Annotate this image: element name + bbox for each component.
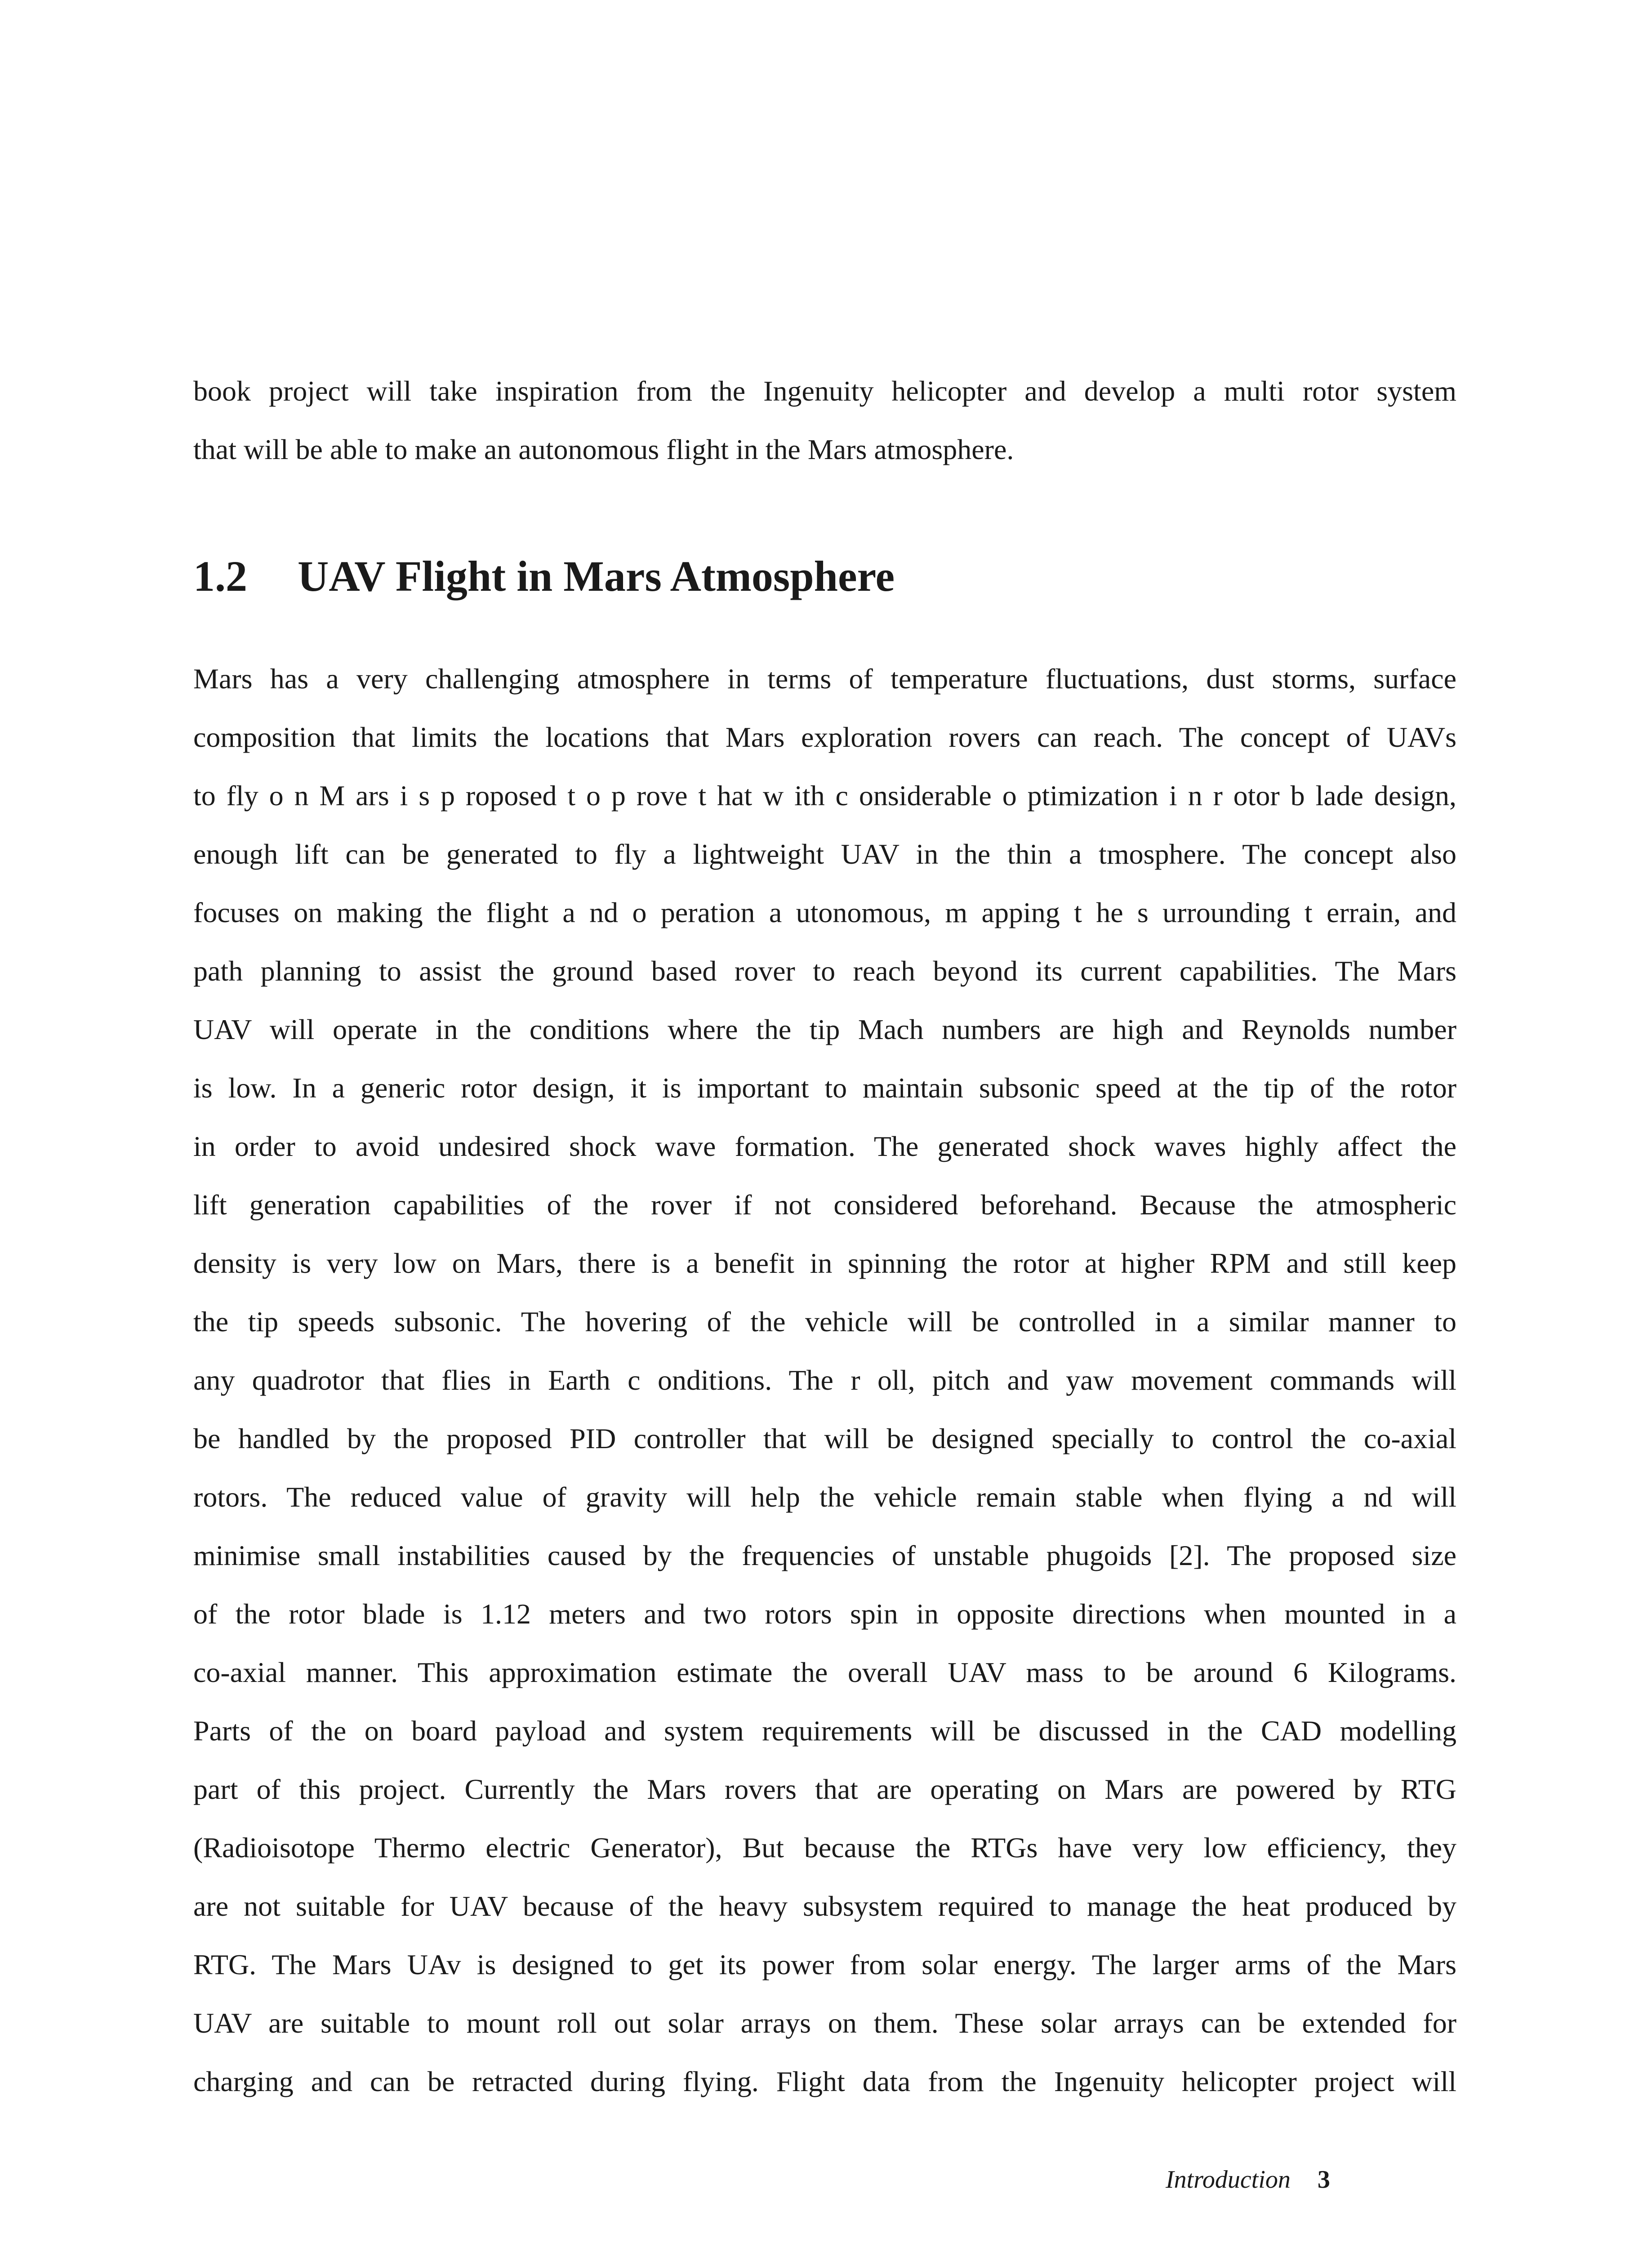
paragraph-line: UAV will operate in the conditions where the tip Mach numbers are high and Reynolds number bbox=[193, 1013, 1456, 1045]
paragraph-line: composition that limits the locations that Mars exploration rovers can reach. The concept of UAVs bbox=[193, 721, 1456, 753]
paragraph-line: that will be able to make an autonomous flight in the Mars atmosphere. bbox=[193, 433, 1014, 465]
paragraph-line: lift generation capabilities of the rover if not considered beforehand. Because the atmospheric bbox=[193, 1189, 1456, 1221]
body-paragraph bbox=[193, 650, 1456, 2111]
paragraph-line: is low. In a generic rotor design, it is important to maintain subsonic speed at the tip of the rotor bbox=[193, 1072, 1456, 1104]
section-title: UAV Flight in Mars Atmosphere bbox=[298, 552, 895, 600]
section-heading bbox=[193, 549, 895, 603]
paragraph-line: book project will take inspiration from the Ingenuity helicopter and develop a multi rotor system bbox=[193, 375, 1456, 407]
paragraph-line: focuses on making the flight a nd o peration a utonomous, m apping t he s urrounding t errain, and bbox=[193, 897, 1456, 928]
paragraph-line: the tip speeds subsonic. The hovering of the vehicle will be controlled in a similar manner to bbox=[193, 1306, 1456, 1338]
paragraph-line: co-axial manner. This approximation estimate the overall UAV mass to be around 6 Kilograms. bbox=[193, 1656, 1456, 1688]
section-number: 1.2 bbox=[193, 552, 247, 600]
paragraph-line: part of this project. Currently the Mars rovers that are operating on Mars are powered by RTG bbox=[193, 1773, 1456, 1805]
paragraph-line: enough lift can be generated to fly a lightweight UAV in the thin a tmosphere. The concept also bbox=[193, 838, 1456, 870]
paragraph-line: any quadrotor that flies in Earth c onditions. The r oll, pitch and yaw movement commands will bbox=[193, 1364, 1456, 1396]
paragraph-line: RTG. The Mars UAv is designed to get its power from solar energy. The larger arms of the Mars bbox=[193, 1949, 1456, 1980]
paragraph-line: Mars has a very challenging atmosphere in terms of temperature fluctuations, dust storms, surface bbox=[193, 663, 1456, 695]
paragraph-line: in order to avoid undesired shock wave formation. The generated shock waves highly affect the bbox=[193, 1130, 1456, 1162]
paragraph-line: to fly o n M ars i s p roposed t o p rove t hat w ith c onsiderable o ptimization i n r otor b lade design, bbox=[193, 780, 1456, 812]
page-footer bbox=[1166, 2162, 1330, 2198]
paragraph-line: be handled by the proposed PID controller that will be designed specially to control the co-axial bbox=[193, 1423, 1456, 1454]
paragraph-text bbox=[193, 362, 1456, 479]
chapter-label: Introduction bbox=[1166, 2166, 1291, 2194]
intro-paragraph bbox=[193, 362, 1456, 479]
paragraph-line: minimise small instabilities caused by the frequencies of unstable phugoids [2]. The proposed size bbox=[193, 1539, 1456, 1571]
paragraph-line: (Radioisotope Thermo electric Generator), But because the RTGs have very low efficiency, they bbox=[193, 1832, 1456, 1864]
paragraph-line: charging and can be retracted during flying. Flight data from the Ingenuity helicopter project will bbox=[193, 2065, 1456, 2097]
paragraph-line: of the rotor blade is 1.12 meters and two rotors spin in opposite directions when mounted in a bbox=[193, 1598, 1456, 1630]
paragraph-line: are not suitable for UAV because of the heavy subsystem required to manage the heat produced by bbox=[193, 1890, 1456, 1922]
page-number: 3 bbox=[1317, 2166, 1330, 2194]
paragraph-line: rotors. The reduced value of gravity will help the vehicle remain stable when flying a nd will bbox=[193, 1481, 1456, 1513]
paragraph-line: path planning to assist the ground based rover to reach beyond its current capabilities. The Mars bbox=[193, 955, 1456, 987]
paragraph-text bbox=[193, 650, 1456, 2111]
paragraph-line: Parts of the on board payload and system requirements will be discussed in the CAD modelling bbox=[193, 1715, 1456, 1747]
paragraph-line: UAV are suitable to mount roll out solar arrays on them. These solar arrays can be extended for bbox=[193, 2007, 1456, 2039]
paragraph-line: density is very low on Mars, there is a benefit in spinning the rotor at higher RPM and still keep bbox=[193, 1247, 1456, 1279]
